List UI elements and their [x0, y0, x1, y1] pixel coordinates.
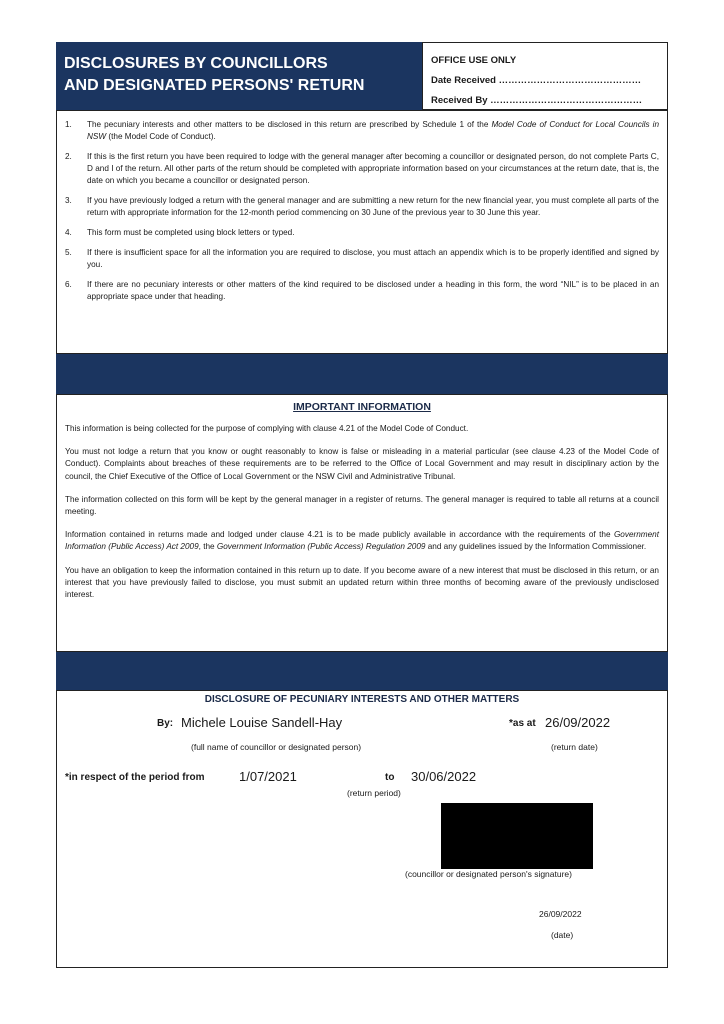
as-at-label: *as at — [509, 718, 536, 729]
return-date-value[interactable]: 26/09/2022 — [545, 715, 611, 730]
full-name-caption: (full name of councillor or designated person) — [191, 742, 362, 752]
instruction-number: 5. — [65, 248, 72, 257]
section-divider-band — [56, 652, 668, 690]
period-to-value[interactable]: 30/06/2022 — [411, 769, 477, 784]
instruction-text-italic: Model Code of Conduct for Local Councils in NSW — [87, 120, 659, 142]
form-title — [56, 42, 422, 110]
signature-caption: (councillor or designated person's signature) — [405, 869, 572, 879]
instruction-number: 2. — [65, 152, 72, 161]
instruction-text-part: The pecuniary interests and other matters to be disclosed in this return are prescribed by Schedule 1 of the — [87, 120, 492, 129]
important-information-heading: IMPORTANT INFORMATION — [293, 401, 431, 413]
instruction-text: If there is insufficient space for all the information you are required to disclose, you must attach an appendix which is to be properly identified and signed by you. — [87, 248, 659, 270]
office-use-box — [422, 42, 668, 110]
paragraph-part: , the — [198, 542, 217, 552]
instruction-text — [87, 119, 659, 143]
office-use-heading: OFFICE USE ONLY — [431, 55, 517, 66]
by-label: By: — [157, 718, 174, 729]
paragraph-part: Information contained in returns made and lodged under clause 4.21 is to be made publicly available in accordance with the requirements of the — [65, 530, 614, 540]
instruction-number: 3. — [65, 196, 72, 206]
instruction-item — [65, 195, 659, 219]
redacted-signature — [441, 803, 593, 869]
signature-date-value[interactable]: 26/09/2022 — [539, 909, 582, 919]
important-paragraph: You must not lodge a return that you know or ought reasonably to know is false or misleading in a material particular (see clause 4.23 of the Model Code of Conduct). Complaints about breaches of these requirements are to be referred to the Office of Local Government and may result in disciplinary action by the council, the Chief Executive of the Office of Local Government or the NSW Civil and Administrative Tribunal. — [65, 447, 659, 481]
instruction-text: If you have previously lodged a return with the general manager and are submitting a new return for the new financial year, you must complete all parts of the return with appropriate information for the 12-month period commencing on 30 June of the previous year to 30 June this year. — [87, 196, 659, 218]
disclosure-section — [56, 690, 668, 968]
instruction-item — [65, 119, 659, 143]
date-caption: (date) — [551, 930, 574, 940]
important-paragraph: You have an obligation to keep the information contained in this return up to date. If you become aware of a new interest that must be disclosed in this return, or an interest that you have previously failed to disclose, you must submit an updated return within three months of becoming aware of the previously undisclosed interest. — [65, 565, 659, 600]
full-name-value[interactable]: Michele Louise Sandell-Hay — [181, 715, 343, 730]
instruction-text: This form must be completed using block letters or typed. — [87, 228, 295, 238]
instruction-item — [65, 151, 659, 188]
instructions-section — [56, 110, 668, 354]
instruction-item — [65, 247, 659, 271]
important-paragraph — [65, 529, 659, 553]
important-paragraph: This information is being collected for the purpose of complying with clause 4.21 of the Model Code of Conduct. — [65, 424, 469, 433]
date-received-field: Date Received ……………………………………… — [431, 75, 642, 86]
instruction-item — [65, 279, 659, 303]
important-paragraph: The information collected on this form will be kept by the general manager in a register of returns. The general manager is required to table all returns at a council meeting. — [65, 494, 659, 517]
form-title-line1: DISCLOSURES BY COUNCILLORS — [64, 55, 328, 72]
return-date-caption: (return date) — [551, 742, 598, 752]
instruction-number: 1. — [65, 120, 72, 129]
return-period-caption: (return period) — [347, 788, 401, 798]
form-title-line2: AND DESIGNATED PERSONS' RETURN — [64, 77, 365, 94]
received-by-field: Received By ………………………………………… — [431, 95, 643, 106]
paragraph-part: and any guidelines issued by the Information Commissioner. — [425, 542, 647, 552]
disclosure-heading: DISCLOSURE OF PECUNIARY INTERESTS AND OTHER MATTERS — [204, 694, 520, 705]
instruction-text-part: (the Model Code of Conduct). — [106, 132, 216, 142]
to-label: to — [385, 772, 395, 783]
important-information-section — [56, 394, 668, 652]
instruction-item — [65, 227, 659, 239]
instruction-number: 6. — [65, 280, 72, 289]
instruction-text: If this is the first return you have been required to lodge with the general manager after becoming a councillor or designated person, do not complete Parts C, D and I of the return. All other parts of the return should be completed with appropriate information based on your circumstances at the return date, that is, the date on which you became a councillor or designated person. — [87, 152, 659, 186]
paragraph-italic: Government Information (Public Access) Regulation 2009 — [216, 542, 426, 552]
instruction-text: If there are no pecuniary interests or other matters of the kind required to be disclosed under a heading in this form, the word “NIL” is to be placed in an appropriate space under that heading. — [87, 280, 659, 302]
section-divider-band — [56, 354, 668, 394]
paragraph-italic: Government Information (Public Access) Act 2009 — [65, 530, 659, 552]
instruction-number: 4. — [65, 228, 72, 238]
period-label: *in respect of the period from — [65, 772, 205, 783]
period-from-value[interactable]: 1/07/2021 — [239, 769, 297, 784]
